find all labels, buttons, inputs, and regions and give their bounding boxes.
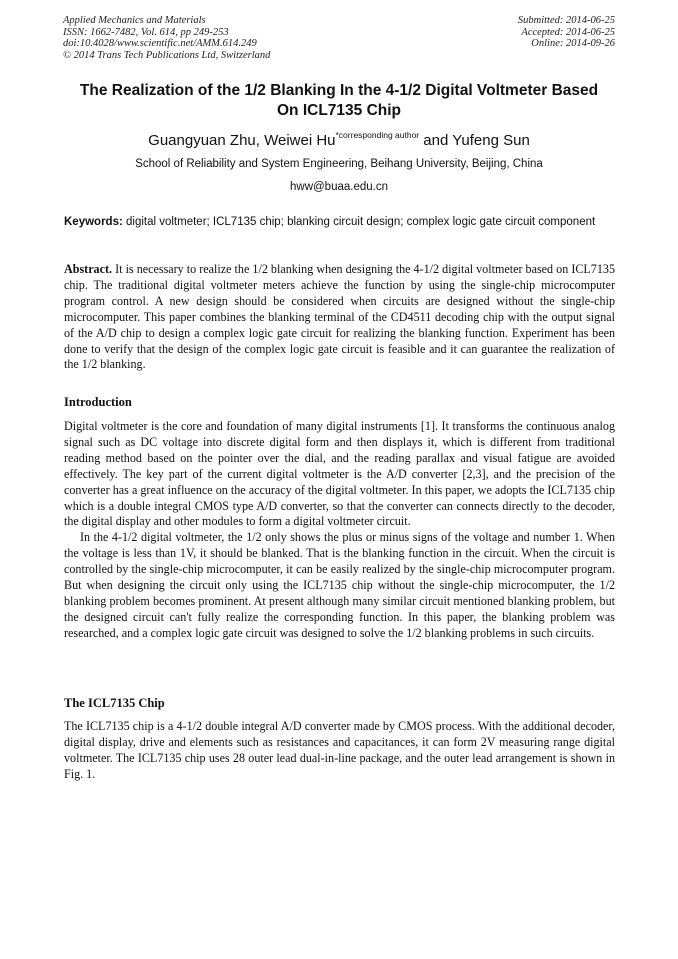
online-date: Online: 2014-09-26 [531,38,615,50]
abstract-block [64,262,615,373]
journal-info [63,15,270,61]
corresponding-author-mark: *corresponding author [335,130,420,140]
affiliation: School of Reliability and System Engineering, Beihang University, Beijing, China [135,158,543,170]
journal-name: Applied Mechanics and Materials [63,15,206,26]
issn-line: ISSN: 1662-7482, Vol. 614, pp 249-253 [63,26,229,38]
keywords-label: Keywords: [64,216,123,228]
introduction-body [64,419,615,642]
abstract-text: It is necessary to realize the 1/2 blanking when designing the 4-1/2 digital voltmeter based on ICL7135 chip. The traditional digital voltmeter meters achieve the function by using the single-chip microcomputer program control. A new design should be considered when circuits are designed without the single-chip microcomputer. This paper combines the blanking terminal of the CD4511 decoding chip with the output signal of the A/D chip to design a complex logic gate circuit for realizing the blanking function. Experiment has been done to verify that the design of the complex logic gate circuit is feasible and it can guarantee the realization of the 1/2 blanking. [64,262,615,372]
icl7135-body [64,719,615,783]
keywords-text: digital voltmeter; ICL7135 chip; blanking circuit design; complex logic gate circuit component [122,216,596,228]
section-heading-icl7135: The ICL7135 Chip [64,696,165,710]
author-email: hww@buaa.edu.cn [290,181,388,193]
authors-main: Guangyuan Zhu, Weiwei Hu [148,132,336,149]
submitted-date: Submitted: 2014-06-25 [517,15,615,26]
title-line-2: On ICL7135 Chip [276,101,402,119]
submission-dates [518,15,615,50]
keywords-block [64,215,615,229]
copyright-line: © 2014 Trans Tech Publications Ltd, Switzerland [63,49,271,61]
title-line-1: The Realization of the 1/2 Blanking In the 4-1/2 Digital Voltmeter Based [79,82,599,99]
author-list [40,132,638,150]
abstract-label: Abstract. [64,262,113,276]
intro-paragraph-1: Digital voltmeter is the core and foundation of many digital instruments [1]. It transforms the continuous analog signal such as DC voltage into discrete digital form and then displays it, which is different from traditional reading method based on the pointer over the dial, and the reading parallax and visual fatigue are avoided effectively. The key part of the current digital voltmeter is the A/D converter [2,3], and the precision of the converter has a great influence on the accuracy of the digital voltmeter. In this paper, we adopts the ICL7135 chip which is a double integral CMOS type A/D converter, so that the converter can connects directly to the decoder, the digital display and other modules to form a digital voltmeter circuit. [64,419,615,529]
icl7135-paragraph-1: The ICL7135 chip is a 4-1/2 double integral A/D converter made by CMOS process. With the additional decoder, digital display, drive and elements such as resistances and capacitances, it can form 2V measuring range digital voltmeter. The ICL7135 chip uses 28 outer lead dual-in-line package, and the outer lead arrangement is shown in Fig. 1. [64,719,615,781]
authors-rest: and Yufeng Sun [419,132,530,149]
intro-paragraph-2: In the 4-1/2 digital voltmeter, the 1/2 only shows the plus or minus signs of the voltage and number 1. When the voltage is less than 1V, it should be blanked. That is the blanking function in the circuit. When the circuit is controlled by the single-chip microcomputer, it can be easily realized by the single-chip microcomputer program. But when designing the circuit only using the ICL7135 chip without the single-chip microcomputer, the 1/2 blanking problem becomes prominent. At present although many similar circuit mentioned blanking problem, but the designed circuit can't fully realize the corresponding function. In this paper, the blanking problem was researched, and a complex logic gate circuit was designed to solve the 1/2 blanking problems in such circuits. [64,530,615,640]
accepted-date: Accepted: 2014-06-25 [521,26,615,38]
section-heading-introduction: Introduction [64,395,132,409]
doi-line: doi:10.4028/www.scientific.net/AMM.614.249 [63,38,257,50]
paper-title [60,81,618,120]
